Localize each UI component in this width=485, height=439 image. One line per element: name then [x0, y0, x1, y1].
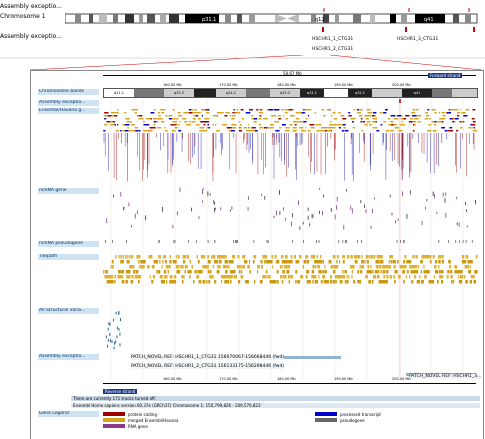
- band: q32.1: [348, 89, 372, 97]
- band: q23.3: [164, 89, 194, 97]
- track-label[interactable]: Tilepath: [38, 254, 99, 260]
- tick-label: 160.00 Mb: [163, 83, 182, 87]
- legend-title: Gene Legend: [38, 411, 99, 417]
- assembly-track-label: Assembly exceptio...: [0, 3, 62, 10]
- tick-label: 190.00 Mb: [334, 377, 353, 381]
- assembly-track-label-2: Assembly exceptio...: [0, 33, 62, 40]
- assembly-info: Ensembl Homo sapiens version 60.37e (GRCh37) Chromosome 1: 150,799,826 - 209,570,823: [71, 403, 480, 408]
- tick-label: 180.00 Mb: [277, 83, 296, 87]
- tracks-off-notice[interactable]: There are currently 171 tracks turned off.: [71, 396, 480, 401]
- region-panel: [30, 70, 484, 439]
- track-label[interactable]: Assembly exceptio...: [38, 354, 99, 360]
- track-label[interactable]: All Structural varia...: [38, 308, 99, 314]
- patch-label[interactable]: PATCH_NOVEL REF: HSCHR1_3...: [409, 374, 482, 379]
- track-label[interactable]: Ensembl/Havana g...: [38, 108, 99, 114]
- chromosome-bands-track[interactable]: [103, 88, 478, 98]
- patch-label[interactable]: PATCH_NOVEL REF: HSCHR1_1_CTG31 156070067-156668446 (fwd): [131, 355, 285, 360]
- track-label[interactable]: ncRNA gene: [38, 188, 99, 194]
- patch-label[interactable]: HSCHR1_3_CTG31: [397, 37, 439, 42]
- reverse-strand: Reverse strand: [105, 389, 136, 394]
- chromosome-ideogram[interactable]: [65, 8, 485, 30]
- band: q41: [402, 89, 432, 97]
- chromosome-label: Chromosome 1: [0, 13, 46, 20]
- band: q25.3: [270, 89, 300, 97]
- legend-swatch: [315, 418, 337, 422]
- ruler-center-label: 58.67 Mb: [283, 71, 302, 76]
- forward-strand: Forward strand: [430, 73, 461, 78]
- band-label: q41: [424, 17, 434, 23]
- bottom-ruler: [103, 383, 476, 390]
- legend-label: processed transcript: [340, 412, 381, 417]
- track-label[interactable]: Chromosome bands: [38, 89, 99, 95]
- band: q24.2: [216, 89, 246, 97]
- tick-label: 200.00 Mb: [392, 377, 411, 381]
- top-ruler: [103, 75, 476, 82]
- track-label[interactable]: ncRNA pseudogene: [38, 241, 99, 247]
- patch-label[interactable]: HSCHR1_2_CTG31: [312, 47, 354, 52]
- feature-tracks[interactable]: [103, 99, 478, 379]
- tick-label: 190.00 Mb: [334, 83, 353, 87]
- band-label: p31.1: [202, 17, 217, 23]
- tick-label: 160.00 Mb: [163, 377, 182, 381]
- band-label: q12: [315, 17, 325, 23]
- tick-label: 170.00 Mb: [219, 83, 238, 87]
- legend-swatch: [103, 412, 125, 416]
- tick-label: 200.00 Mb: [392, 83, 411, 87]
- band: q21.1: [104, 89, 134, 97]
- patch-label[interactable]: HSCHR1_1_CTG31: [312, 37, 354, 42]
- zoom-connector: [0, 55, 485, 71]
- band: q31.1: [300, 89, 324, 97]
- legend-swatch: [315, 412, 337, 416]
- legend-label: pseudogene: [340, 418, 365, 423]
- legend-label: merged Ensembl/Havana: [128, 418, 179, 423]
- legend-label: RNA gene: [128, 424, 148, 429]
- legend-swatch: [103, 424, 125, 428]
- tick-label: 170.00 Mb: [219, 377, 238, 381]
- patch-label[interactable]: PATCH_NOVEL REF: HSCHR1_2_CTG31 156133175-156298446 (fwd): [131, 364, 285, 369]
- legend-swatch: [103, 418, 125, 422]
- tick-label: 180.00 Mb: [277, 377, 296, 381]
- legend-label: protein coding: [128, 412, 157, 417]
- track-label[interactable]: Assembly exceptio...: [38, 100, 99, 106]
